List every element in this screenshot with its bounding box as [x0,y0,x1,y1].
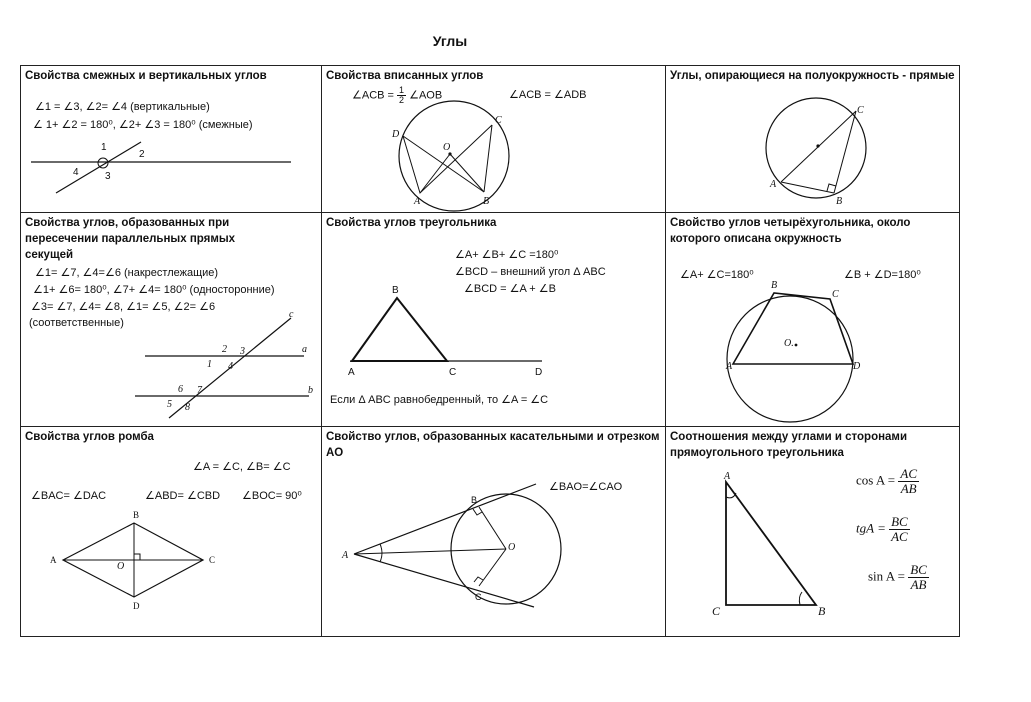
formula-line: ∠BAO=∠CAO [549,481,623,493]
fraction-numerator: 1 [399,85,405,95]
cell-title: Свойства углов треугольника [326,217,497,229]
formula-line: ∠ABD= ∠CBD [145,490,221,502]
page-title: Углы [432,33,468,49]
point-label: B [771,280,778,291]
formula-line: ∠BAC= ∠DAC [31,490,107,502]
line-label: b [308,385,313,396]
cell-tangent-angles [322,427,666,637]
cell-quadrilateral-angles [666,213,960,427]
point-label: C [832,289,839,300]
quadrilateral-diagram [666,213,959,427]
fraction-numerator: BC [910,562,927,577]
angle-label: 4 [228,361,233,372]
formula-line: ∠1 = ∠3, ∠2= ∠4 (вертикальные) [35,101,210,113]
cell-rhombus-angles [21,427,322,637]
point-label: C [495,115,502,126]
point-label: O [117,561,125,572]
angle-label: 4 [73,167,79,178]
semicircle-diagram [666,66,959,213]
tangent-diagram [322,427,665,637]
cell-parallel-lines-angles [21,213,322,427]
formula-line: ∠1+ ∠6= 180⁰, ∠7+ ∠4= 180⁰ (односторонние) [33,284,275,296]
cell-triangle-angles [322,213,666,427]
angle-label: 6 [178,384,183,395]
formula-line: ∠A+ ∠B+ ∠C =180⁰ [455,249,559,261]
fraction-denominator: 2 [399,95,405,105]
angle-label: 3 [240,346,245,357]
formula-text: sin A = [868,568,905,584]
point-label: A [770,179,777,190]
rhombus-diagram [21,427,321,637]
formula-text: cos A = [856,472,896,488]
cell-title: Свойство углов, образованных касательными и отрезком AO [326,431,660,459]
formula-line: ∠A+ ∠C=180⁰ [680,269,754,281]
angle-label: 2 [139,149,145,160]
point-label: O [508,542,516,553]
cell-title: Свойства углов ромба [25,431,154,443]
angle-label: 1 [101,142,107,153]
point-label: B [392,285,399,296]
formula-line: (соответственные) [29,317,124,329]
angle-label: 5 [167,399,172,410]
point-label: A [50,555,57,565]
formula-text: tgA = [856,520,886,536]
cell-title: Свойства вписанных углов [326,70,484,82]
formula-line: ∠A = ∠C, ∠B= ∠C [193,461,291,473]
point-label: A [342,550,349,561]
line-label: a [302,344,307,355]
cell-title: Соотношения между углами и сторонами прямоугольного треугольника [670,431,908,459]
fraction-numerator: AC [900,466,917,481]
fraction-denominator: AB [900,481,917,496]
angle-label: 1 [207,359,212,370]
cell-title: Свойство углов четырёхугольника, около которого описана окружность [670,217,911,245]
fraction-numerator: BC [891,514,908,529]
cell-right-triangle-ratios [666,427,960,637]
point-label: O. [784,338,794,349]
formula-inscribed-2: ∠ACB = ∠ADB [509,89,587,101]
adjacent-angles-diagram [21,66,321,213]
point-label: C [475,592,482,602]
cell-inscribed-angles [322,66,666,213]
note-line: Если Δ ABC равнобедренный, то ∠A = ∠C [330,394,549,406]
formula-line: ∠BCD – внешний угол Δ ABC [455,266,606,278]
angle-label: 2 [222,344,227,355]
formula-line: ∠3= ∠7, ∠4= ∠8, ∠1= ∠5, ∠2= ∠6 [31,301,216,313]
point-label: B [471,495,478,505]
formula-text: ∠ACB = [352,89,398,102]
cell-title: Свойства углов, образованных при пересечении параллельных прямых секущей [25,217,236,261]
point-label: O [443,142,451,153]
inscribed-angles-diagram [322,66,665,213]
formula-line: ∠B + ∠D=180⁰ [844,269,921,281]
formula-text: ∠AOB [406,89,443,102]
point-label: A [724,471,731,482]
formula-line: ∠ 1+ ∠2 = 180⁰, ∠2+ ∠3 = 180⁰ (смежные) [33,119,253,131]
fraction-denominator: AC [891,529,908,544]
formula-line: ∠BCD = ∠A + ∠B [464,283,556,295]
point-label: C [449,367,457,378]
point-label: A [726,361,733,372]
cell-adjacent-angles [21,66,322,213]
point-label: B [836,196,843,207]
point-label: B [133,510,140,520]
right-triangle-diagram [666,427,959,637]
angle-label: 8 [185,402,190,413]
point-label: D [535,367,543,378]
cell-title: Углы, опирающиеся на полуокружность - прямые [670,70,955,82]
point-label: D [392,129,400,140]
formula-line: ∠1= ∠7, ∠4=∠6 (накрестлежащие) [35,267,219,279]
formula-line: ∠BOC= 90⁰ [242,490,302,502]
point-label: C [209,555,216,565]
point-label: A [414,196,421,207]
point-label: C [712,604,721,618]
cell-semicircle-angles [666,66,960,213]
angle-label: 7 [197,385,202,396]
point-label: D [133,601,140,611]
point-label: C [857,105,864,116]
point-label: B [483,196,490,207]
parallel-lines-diagram [21,213,321,427]
angle-label: 3 [105,171,111,182]
point-label: B [818,604,826,618]
point-label: D [853,361,861,372]
cell-title: Свойства смежных и вертикальных углов [25,70,267,82]
fraction-denominator: AB [910,577,927,592]
line-label: c [289,309,294,320]
point-label: A [348,367,355,378]
triangle-diagram [322,213,665,427]
angles-table [20,65,960,637]
